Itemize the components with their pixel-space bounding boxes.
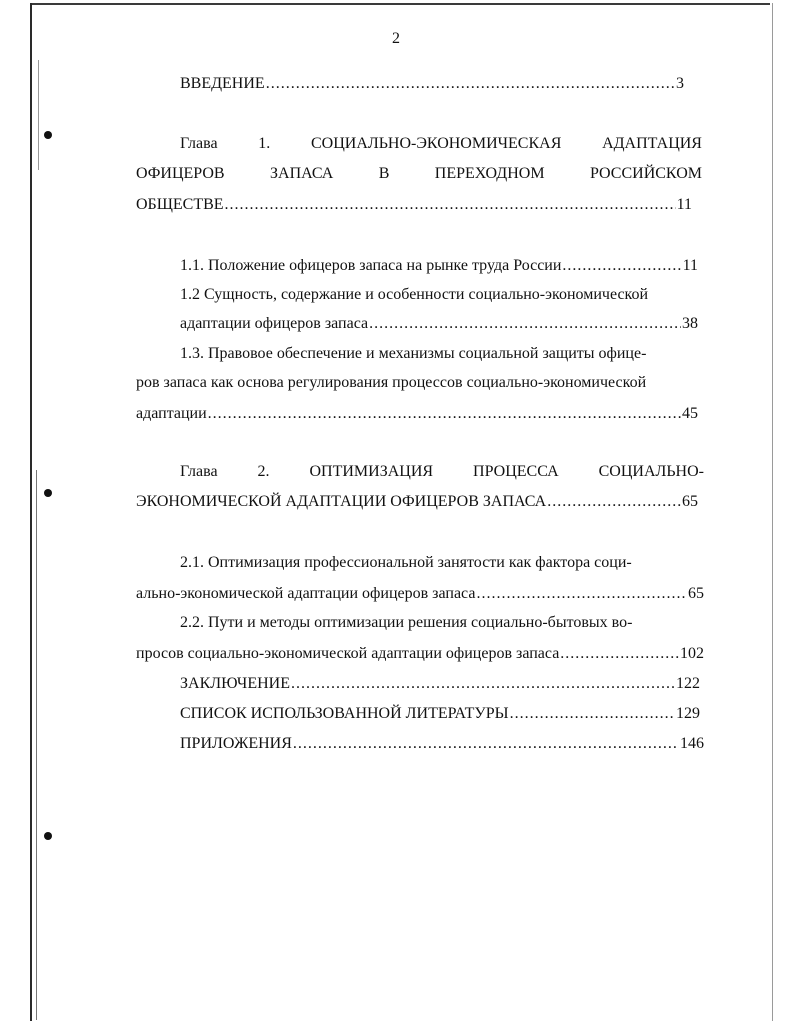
toc-title: ЗАКЛЮЧЕНИЕ [180,675,290,692]
toc-entry-conclusion [180,674,700,694]
toc-page: 38 [682,315,698,332]
toc-leader-dots [562,256,681,276]
toc-title: ВВЕДЕНИЕ [180,75,265,92]
toc-leader-dots [291,674,675,694]
toc-entry-2-2 [136,644,704,664]
toc-leader-dots [225,195,676,215]
toc-entry-1-2-line1: 1.2 Сущность, содержание и особенности социально-экономической [180,286,649,303]
scan-border-left-inner-top [38,60,39,170]
toc-page: 129 [676,705,700,722]
toc-entry-1-3-line2: ров запаса как основа регулирования процессов социально-экономической [136,374,647,391]
toc-entry-1-3-line1: 1.3. Правовое обеспечение и механизмы социальной защиты офице- [180,345,647,362]
toc-leader-dots [266,74,675,94]
scan-border-top [30,3,770,5]
toc-page: 11 [682,257,698,274]
toc-title: ОБЩЕСТВЕ [136,196,224,213]
toc-title: СПИСОК ИСПОЛЬЗОВАННОЙ ЛИТЕРАТУРЫ [180,705,509,722]
scan-border-left-inner [36,470,37,1020]
toc-leader-dots [369,314,681,334]
toc-entry-references [180,704,700,724]
toc-entry-1-2 [180,314,698,334]
toc-title: просов социально-экономической адаптации офицеров запаса [136,645,560,662]
toc-title: ально-экономической адаптации офицеров запаса [136,585,476,602]
toc-page: 122 [676,675,700,692]
toc-title: 1.1. Положение офицеров запаса на рынке труда России [180,257,562,274]
toc-chapter2-line1: Глава 2. ОПТИМИЗАЦИЯ ПРОЦЕССА СОЦИАЛЬНО- [180,463,704,480]
toc-entry-intro [180,74,684,94]
toc-title: ЭКОНОМИЧЕСКОЙ АДАПТАЦИИ ОФИЦЕРОВ ЗАПАСА [136,493,547,510]
toc-entry-1-1 [180,256,698,276]
binding-hole [44,832,52,840]
toc-chapter1-line1: Глава 1. СОЦИАЛЬНО-ЭКОНОМИЧЕСКАЯ АДАПТАЦИЯ [180,135,702,152]
toc-page: 3 [676,75,684,92]
toc-entry-1-3 [136,404,698,424]
toc-title: адаптации офицеров запаса [180,315,369,332]
toc-page: 102 [680,645,704,662]
toc-entry-2-2-line1: 2.2. Пути и методы оптимизации решения социально-бытовых во- [180,614,633,631]
toc-page: 65 [682,493,698,510]
toc-leader-dots [476,584,687,604]
toc-entry-2-1-line1: 2.1. Оптимизация профессиональной занятости как фактора соци- [180,554,632,571]
toc-entry-appendix [180,734,704,754]
toc-page: 65 [688,585,704,602]
toc-title: адаптации [136,405,207,422]
toc-page: 45 [682,405,698,422]
toc-leader-dots [560,644,679,664]
toc-leader-dots [510,704,675,724]
toc-entry-2-1 [136,584,704,604]
toc-chapter1-line2: ОФИЦЕРОВ ЗАПАСА В ПЕРЕХОДНОМ РОССИЙСКОМ [136,165,702,182]
toc-leader-dots [293,734,679,754]
toc-title: ПРИЛОЖЕНИЯ [180,735,292,752]
toc-entry-chapter2 [136,492,698,512]
binding-hole [44,131,52,139]
toc-leader-dots [547,492,681,512]
scan-border-left [30,3,32,1021]
binding-hole [44,489,52,497]
toc-page: 146 [680,735,704,752]
toc-page: 11 [676,196,692,213]
toc-leader-dots [208,404,681,424]
toc-entry-chapter1 [136,195,692,215]
scan-border-right [772,3,773,1021]
page-number: 2 [392,30,400,47]
